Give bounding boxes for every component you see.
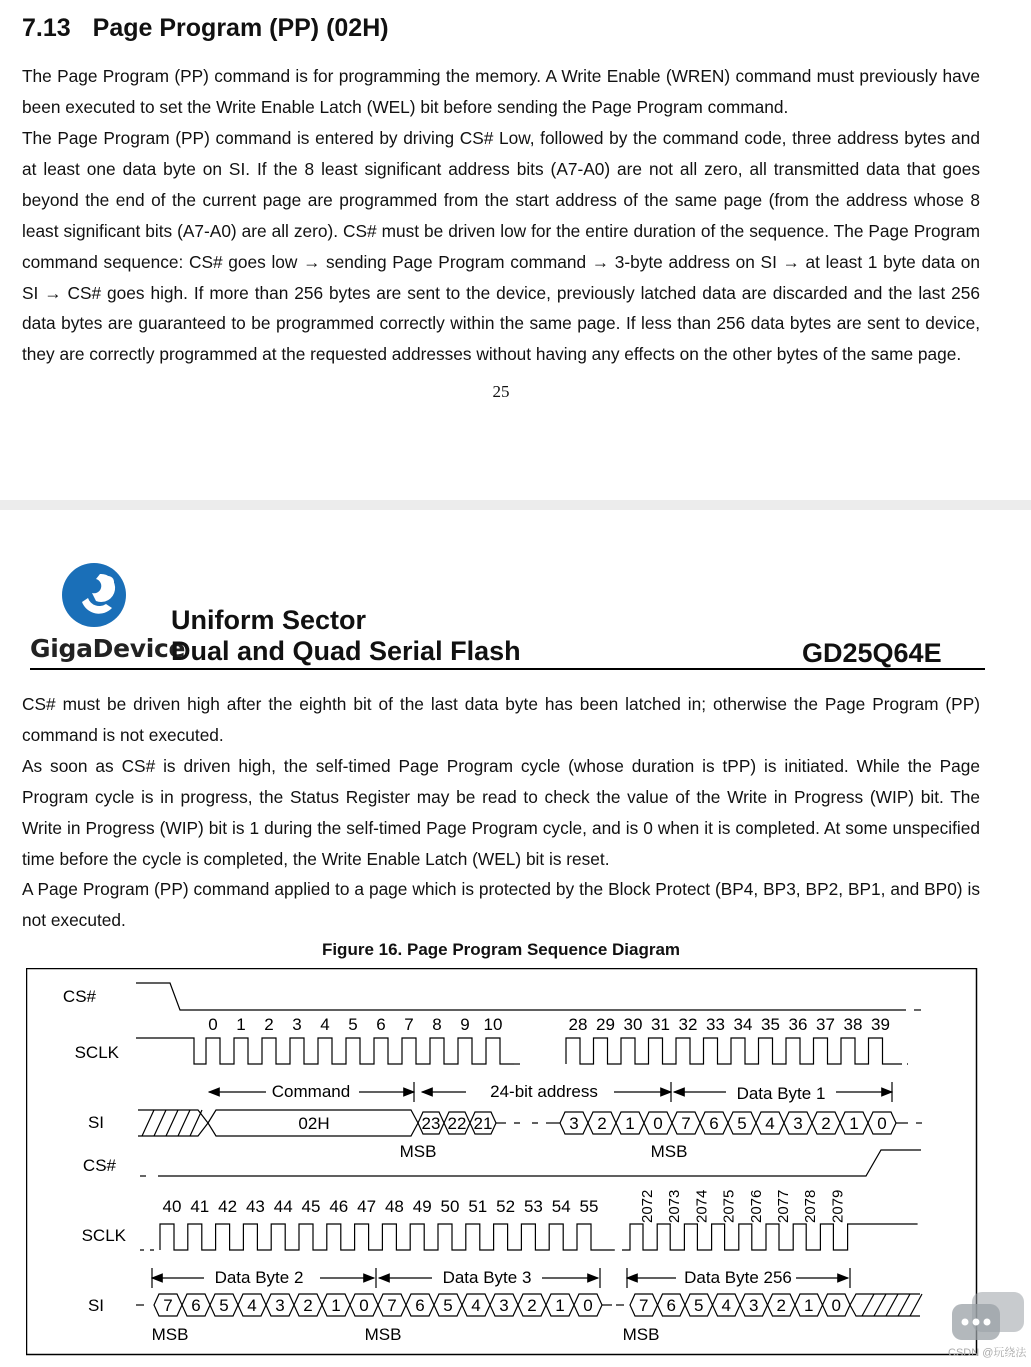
paragraph-protect: A Page Program (PP) command applied to a page which is protected by the Block Protect (BP4, BP3, BP2, BP1, and BP0) is not executed. — [22, 879, 980, 930]
clock-number-bottom: 53 — [523, 1197, 543, 1216]
clock-number: 6 — [376, 1015, 386, 1034]
data1-bit-label: 4 — [765, 1114, 775, 1133]
si-hatch-line — [190, 1110, 202, 1136]
data2-bit-label: 0 — [359, 1296, 369, 1315]
figure-caption: Figure 16. Page Program Sequence Diagram — [321, 940, 681, 959]
address-low-bit-label: 2 — [597, 1114, 607, 1133]
paragraph-cs-high: CS# must be driven high after the eighth bit of the last data byte has been latched in; otherwise the Page Program (PP) command is not executed. — [22, 694, 980, 745]
data3-bit-label: 2 — [527, 1296, 537, 1315]
section-heading — [22, 14, 389, 43]
data1-bit-label: 3 — [793, 1114, 803, 1133]
section-title: Page Program (PP) (02H) — [92, 14, 389, 42]
data256-range-label: Data Byte 256 — [684, 1268, 792, 1287]
page-separator — [0, 500, 1031, 510]
data256-bit-label: 0 — [831, 1296, 841, 1315]
data3-bit-label: 0 — [583, 1296, 593, 1315]
doc-title-line2: Dual and Quad Serial Flash — [171, 636, 521, 666]
clock-number-rotated: 2079 — [829, 1189, 847, 1223]
sclk-waveform-a — [136, 1038, 514, 1064]
si-dontcare-bottom — [850, 1294, 920, 1316]
data256-bit-label: 4 — [721, 1296, 731, 1315]
msb-label-data3: MSB — [364, 1325, 402, 1344]
clock-number-bottom: 54 — [551, 1197, 571, 1216]
clock-number: 9 — [460, 1015, 470, 1034]
command-code: 02H — [298, 1114, 330, 1133]
clock-number-rotated: 2072 — [639, 1189, 656, 1223]
si-hatch-line-bottom — [910, 1294, 922, 1316]
sclk-label-bottom: SCLK — [81, 1226, 126, 1245]
si-hatch-line-bottom — [874, 1294, 886, 1316]
data3-bit-label: 5 — [443, 1296, 453, 1315]
data2-bit-label: 6 — [191, 1296, 201, 1315]
data256-bit-label: 6 — [666, 1296, 676, 1315]
sclk-label: SCLK — [74, 1043, 119, 1062]
data3-range-label: Data Byte 3 — [442, 1268, 532, 1287]
command-range-label: Command — [271, 1082, 351, 1101]
data256-bit-label: 5 — [694, 1296, 704, 1315]
cs-waveform-top — [136, 983, 906, 1010]
data1-bit-label: 1 — [849, 1114, 859, 1133]
doc-title-line1: Uniform Sector — [171, 605, 367, 635]
data256-bit-label: 7 — [639, 1296, 649, 1315]
cs-label-bottom: CS# — [82, 1156, 116, 1175]
clock-number-rotated: 2074 — [693, 1189, 711, 1223]
sclk-waveform-bottom-a — [160, 1224, 615, 1250]
si-hatch-line — [154, 1110, 166, 1136]
si-label-bottom: SI — [87, 1296, 104, 1315]
clock-number: 38 — [843, 1015, 863, 1034]
clock-number: 35 — [761, 1015, 780, 1034]
address-low-bit-label: 0 — [653, 1114, 663, 1133]
cs-waveform-bottom — [158, 1150, 921, 1176]
page-number: 25 — [492, 382, 510, 401]
msb-label-data256: MSB — [622, 1325, 660, 1344]
clock-number-bottom: 46 — [329, 1197, 349, 1216]
clock-number: 34 — [733, 1015, 753, 1034]
sclk-waveform-b — [566, 1038, 896, 1064]
clock-number-rotated: 2078 — [802, 1189, 820, 1223]
sclk-waveform-bottom-b — [622, 1224, 918, 1250]
data256-bit-label: 1 — [804, 1296, 814, 1315]
clock-number-rotated: 2077 — [775, 1189, 792, 1223]
clock-number-bottom: 55 — [579, 1197, 599, 1216]
gigadevice-logo-icon — [30, 562, 130, 638]
chat-bubble-icon — [950, 1290, 1026, 1346]
clock-number: 8 — [432, 1015, 442, 1034]
clock-number: 36 — [788, 1015, 808, 1034]
clock-number-bottom: 42 — [218, 1197, 238, 1216]
clock-number-bottom: 43 — [245, 1197, 265, 1216]
si-hatch-line-bottom — [898, 1294, 910, 1316]
clock-number: 29 — [596, 1015, 615, 1034]
page-program-timing-diagram — [26, 968, 978, 1358]
si-hatch-line — [178, 1110, 190, 1136]
clock-number-bottom: 48 — [384, 1197, 404, 1216]
cs-label: CS# — [62, 987, 96, 1006]
address-bit-label: 21 — [473, 1114, 493, 1133]
brand-name: GigaDevice — [30, 634, 186, 663]
clock-number-bottom: 41 — [190, 1197, 210, 1216]
data1-range-label: Data Byte 1 — [736, 1084, 826, 1103]
part-number: GD25Q64E — [802, 638, 942, 668]
data1-bit-label: 6 — [709, 1114, 719, 1133]
data2-bit-label: 7 — [163, 1296, 173, 1315]
data2-range-label: Data Byte 2 — [214, 1268, 304, 1287]
clock-number: 1 — [236, 1015, 246, 1034]
address-bit-label: 22 — [447, 1114, 467, 1133]
data3-bit-label: 6 — [415, 1296, 425, 1315]
clock-number-bottom: 44 — [273, 1197, 293, 1216]
msb-label-data1: MSB — [650, 1142, 688, 1161]
clock-number: 10 — [483, 1015, 503, 1034]
si-hatch-line-bottom — [862, 1294, 874, 1316]
data256-bit-label: 3 — [749, 1296, 759, 1315]
msb-label-data2: MSB — [151, 1325, 189, 1344]
clock-number-bottom: 47 — [357, 1197, 377, 1216]
address-range-label: 24-bit address — [490, 1082, 598, 1101]
clock-number-bottom: 52 — [496, 1197, 516, 1216]
data1-bit-label: 2 — [821, 1114, 831, 1133]
data2-bit-label: 4 — [247, 1296, 257, 1315]
header-rule — [30, 668, 985, 670]
address-low-bit-label: 3 — [569, 1114, 579, 1133]
clock-number: 32 — [678, 1015, 698, 1034]
data3-bit-label: 1 — [555, 1296, 565, 1315]
clock-number-bottom: 49 — [412, 1197, 432, 1216]
si-hatch-line-bottom — [886, 1294, 898, 1316]
clock-number-bottom: 40 — [162, 1197, 182, 1216]
clock-number: 37 — [816, 1015, 835, 1034]
clock-number: 5 — [348, 1015, 358, 1034]
clock-number-bottom: 45 — [301, 1197, 321, 1216]
clock-number: 3 — [292, 1015, 302, 1034]
data2-bit-label: 1 — [331, 1296, 341, 1315]
data3-bit-label: 4 — [471, 1296, 481, 1315]
clock-number: 7 — [404, 1015, 414, 1034]
data1-bit-label: 7 — [681, 1114, 691, 1133]
clock-number: 31 — [651, 1015, 670, 1034]
clock-number-bottom: 50 — [440, 1197, 460, 1216]
msb-label-address: MSB — [399, 1142, 437, 1161]
clock-number: 28 — [568, 1015, 588, 1034]
clock-number: 2 — [264, 1015, 274, 1034]
address-bit-label: 23 — [421, 1114, 441, 1133]
si-hatch-line — [166, 1110, 178, 1136]
clock-number-rotated: 2075 — [720, 1189, 738, 1223]
data3-bit-label: 3 — [499, 1296, 509, 1315]
si-hatch-line — [142, 1110, 154, 1136]
page-2 — [0, 510, 1031, 1367]
section-number: 7.13 — [22, 14, 71, 42]
data1-bit-label: 5 — [737, 1114, 747, 1133]
watermark-text: CSDN @玩绕法 — [948, 1347, 1027, 1359]
clock-number: 39 — [871, 1015, 890, 1034]
data1-bit-label: 0 — [877, 1114, 887, 1133]
data256-bit-label: 2 — [776, 1296, 786, 1315]
data2-bit-label: 2 — [303, 1296, 313, 1315]
clock-number-rotated: 2073 — [666, 1189, 684, 1223]
clock-number: 33 — [706, 1015, 725, 1034]
clock-number-rotated: 2076 — [747, 1189, 765, 1223]
clock-number: 0 — [208, 1015, 218, 1034]
data2-bit-label: 5 — [219, 1296, 229, 1315]
address-low-bit-label: 1 — [625, 1114, 635, 1133]
paragraph-pp-sequence: The Page Program (PP) command is entered by driving CS# Low, followed by the command code, three address bytes and at least one data byte on SI. If the 8 least significant address bits (A7-A0) are not all zero, all transmitted data that goes beyond the end of the current page are programmed from the start address of the same page (from the address whose 8 least significant bits (A7-A0) are all zero). CS# must be driven low for the entire duration of the sequence. The Page Program command sequence: CS# goes low → sending Page Program command → 3-byte address on SI → at least 1 byte data on SI → CS# goes high. If more than 256 bytes are sent to the device, previously latched data are discarded and the last 256 data bytes are guaranteed to be programmed correctly within the same page. If less than 256 data bytes are sent to device, they are correctly programmed at the requested addresses without having any effects on the other bytes of the same page. — [22, 128, 980, 365]
clock-number: 4 — [320, 1015, 330, 1034]
clock-number: 30 — [623, 1015, 643, 1034]
page-1 — [0, 0, 1031, 500]
paragraph-cycle: As soon as CS# is driven high, the self-timed Page Program cycle (whose duration is tPP) is initiated. While the Page Program cycle is in progress, the Status Register may be read to check the value of the Write in Progress (WIP) bit. The Write in Progress (WIP) bit is 1 during the self-timed Page Program cycle, and is 0 when it is completed. At some unspecified time before the cycle is completed, the Write Enable Latch (WEL) bit is reset. — [22, 756, 980, 869]
si-label: SI — [87, 1113, 104, 1132]
data3-bit-label: 7 — [387, 1296, 397, 1315]
data2-bit-label: 3 — [275, 1296, 285, 1315]
paragraph-wren: The Page Program (PP) command is for programming the memory. A Write Enable (WREN) command must previously have been executed to set the Write Enable Latch (WEL) bit before sending the Page Program command. — [22, 66, 980, 117]
clock-number-bottom: 51 — [468, 1197, 488, 1216]
